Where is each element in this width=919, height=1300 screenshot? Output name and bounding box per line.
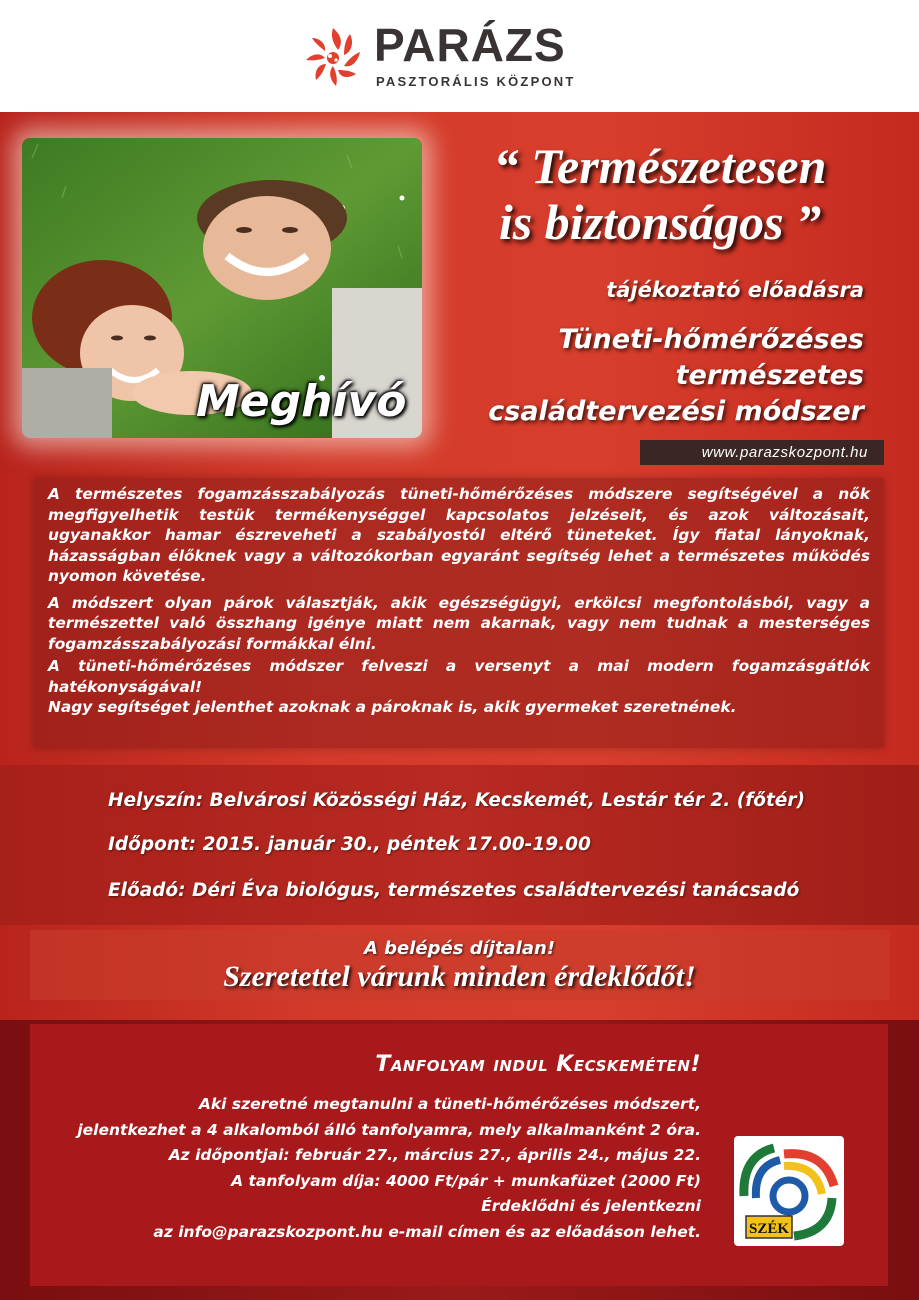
description-paragraph: A természetes fogamzásszabályozás tüneti-hőmérőzéses módszere segítségével a nők megfigyelhetik testük termékenységgel kapcsolatos jelzéseit, és azok változásait, ugyanakkor hamar észreveheti a szabályostól eltérő tüneteket. Így fiatal lányoknak, házasságban élőknek vagy a változókorban egyaránt segítség lehet a természetes működés nyomon követése.: [48, 485, 870, 585]
event-title-line: is biztonságos ”: [498, 194, 822, 250]
event-title-line: “ Természetesen: [493, 138, 827, 194]
description-paragraph: Nagy segítséget jelenthet azoknak a pároknak is, akik gyermeket szeretnének.: [48, 698, 737, 716]
course-details: [77, 1092, 701, 1245]
szek-logo: [734, 1136, 844, 1246]
method-line: Tüneti-hőmérőzéses: [558, 324, 864, 355]
szek-emblem-icon: [734, 1136, 844, 1246]
course-line: Érdeklődni és jelentkezni: [481, 1197, 701, 1215]
brand-subtitle: PASZTORÁLIS KÖZPONT: [376, 74, 576, 89]
event-speaker: Előadó: Déri Éva biológus, természetes családtervezési tanácsadó: [108, 880, 800, 901]
invitation-badge: Meghívó: [196, 376, 407, 427]
course-line: jelentkezhet a 4 alkalomból álló tanfolyamra, mely alkalmanként 2 óra.: [77, 1120, 701, 1139]
course-line: A tanfolyam díja: 4000 Ft/pár + munkafüzet (2000 Ft): [231, 1171, 701, 1190]
szek-logo-label: SZÉK: [748, 1221, 790, 1237]
event-location: Helyszín: Belvárosi Közösségi Ház, Kecskemét, Lestár tér 2. (főtér): [108, 790, 805, 811]
event-title: [430, 138, 890, 250]
description-paragraph: A tüneti-hőmérőzéses módszer felveszi a versenyt a mai modern fogamzásgátlók hatékonyságával!: [48, 657, 870, 696]
method-line: természetes: [675, 360, 864, 391]
parazs-flame-logo-icon: [300, 24, 366, 90]
method-name: [488, 322, 864, 430]
course-title: Tanfolyam indul Kecskeméten!: [375, 1052, 701, 1077]
description-paragraph: A módszert olyan párok választják, akik egészségügyi, erkölcsi megfontolásból, vagy a természettel való összhang igénye miatt nem akarnak, vagy nem tudnak a mesterséges fogamzásszabályozási formákkal élni.: [48, 593, 870, 653]
welcome-message: Szeretettel várunk minden érdeklődőt!: [223, 960, 696, 993]
free-entry-note: A belépés díjtalan!: [363, 938, 556, 959]
event-time: Időpont: 2015. január 30., péntek 17.00-19.00: [108, 834, 591, 855]
method-line: családtervezési módszer: [488, 396, 864, 427]
course-line: Az időpontjai: február 27., március 27., április 24., május 22.: [168, 1146, 701, 1164]
course-line: Aki szeretné megtanulni a tüneti-hőmérőzéses módszert,: [198, 1095, 701, 1113]
description-box: [34, 478, 884, 748]
event-subtitle: tájékoztató előadásra: [606, 278, 864, 302]
course-line[interactable]: az info@parazskozpont.hu e-mail címen és az előadáson lehet.: [153, 1222, 701, 1241]
website-url[interactable]: www.parazskozpont.hu: [640, 440, 884, 465]
brand-name: PARÁZS: [374, 19, 566, 71]
header: [0, 0, 919, 112]
